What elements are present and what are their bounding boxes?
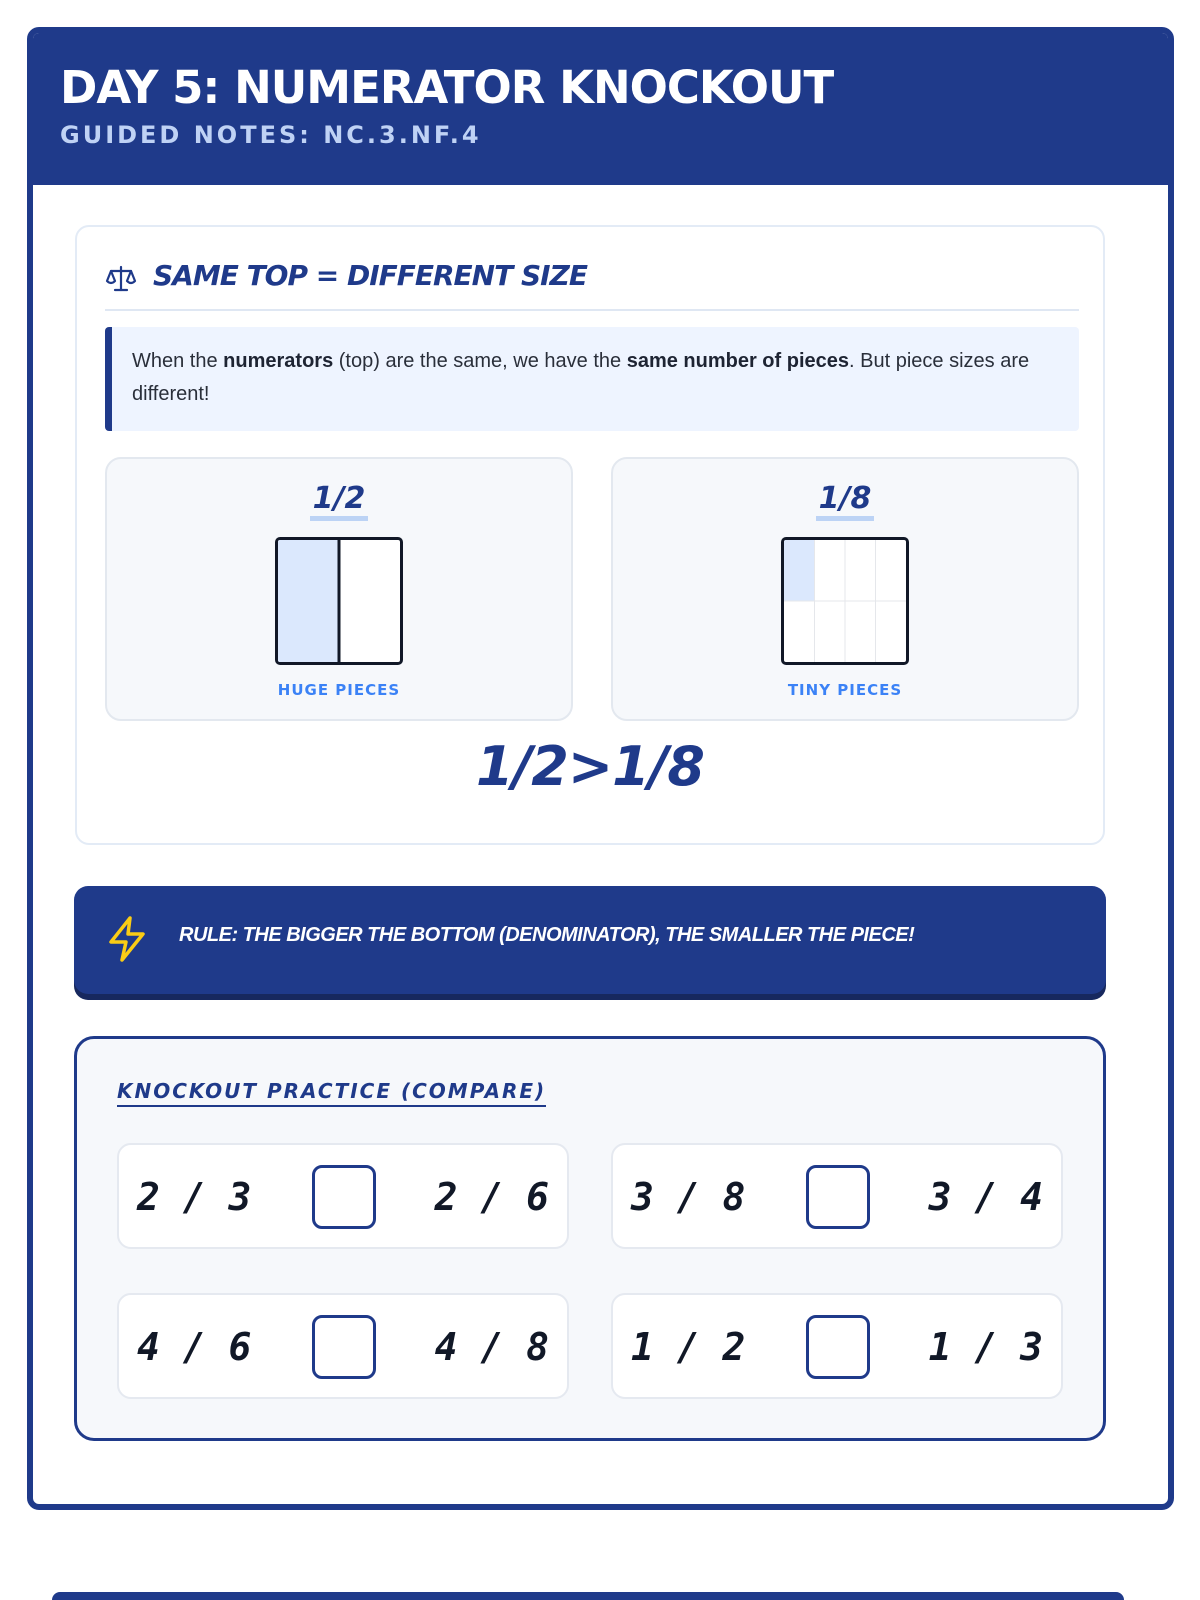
page-subtitle: GUIDED NOTES: NC.3.NF.4 <box>60 121 482 149</box>
fraction-model-grid <box>275 537 403 665</box>
compare-item <box>611 1143 1063 1249</box>
practice-title: KNOCKOUT PRACTICE (COMPARE) <box>117 1079 546 1107</box>
comparison-answer-box[interactable] <box>312 1165 376 1229</box>
comparison-statement: 1/2>1/8 <box>476 735 704 798</box>
lesson-card <box>27 27 1174 1510</box>
compare-item <box>117 1143 569 1249</box>
right-fraction: 3 / 4 <box>928 1175 1043 1219</box>
fraction-model-grid <box>781 537 909 665</box>
section-title: SAME TOP = DIFFERENT SIZE <box>153 259 587 292</box>
fraction-model-half <box>105 457 573 721</box>
note-text: . But piece sizes are different! <box>132 350 1030 405</box>
fraction-label: 1/8 <box>613 481 1077 516</box>
left-fraction: 4 / 6 <box>137 1325 252 1369</box>
right-fraction: 4 / 8 <box>434 1325 549 1369</box>
rule-banner <box>74 886 1106 994</box>
note-bold-same-pieces: same number of pieces <box>626 350 850 372</box>
next-card-edge <box>52 1592 1124 1600</box>
rule-text: RULE: THE BIGGER THE BOTTOM (DENOMINATOR), THE SMALLER THE PIECE! <box>179 924 915 946</box>
right-fraction: 2 / 6 <box>434 1175 549 1219</box>
fraction-label: 1/2 <box>107 481 571 516</box>
compare-item <box>611 1293 1063 1399</box>
half-model-drawing <box>278 540 400 662</box>
left-fraction: 3 / 8 <box>631 1175 746 1219</box>
section-heading <box>105 259 1079 311</box>
practice-panel <box>74 1036 1106 1441</box>
fraction-model-eighth <box>611 457 1079 721</box>
comparison-answer-box[interactable] <box>806 1315 870 1379</box>
same-top-panel <box>75 225 1105 845</box>
page-title: DAY 5: NUMERATOR KNOCKOUT <box>60 61 834 114</box>
left-fraction: 2 / 3 <box>137 1175 252 1219</box>
eighth-model-drawing <box>784 540 906 662</box>
model-caption: HUGE PIECES <box>277 681 401 699</box>
left-fraction: 1 / 2 <box>631 1325 746 1369</box>
info-note <box>105 327 1079 431</box>
right-fraction: 1 / 3 <box>928 1325 1043 1369</box>
note-text: (top) are the same, we have the <box>333 350 627 372</box>
comparison-answer-box[interactable] <box>312 1315 376 1379</box>
compare-item <box>117 1293 569 1399</box>
lightning-bolt-icon <box>102 914 152 964</box>
note-bold-numerators: numerators <box>223 350 334 372</box>
scale-icon <box>105 263 137 295</box>
header <box>33 33 1168 185</box>
note-text: When the <box>132 350 224 372</box>
comparison-answer-box[interactable] <box>806 1165 870 1229</box>
model-caption: TINY PIECES <box>787 681 903 699</box>
